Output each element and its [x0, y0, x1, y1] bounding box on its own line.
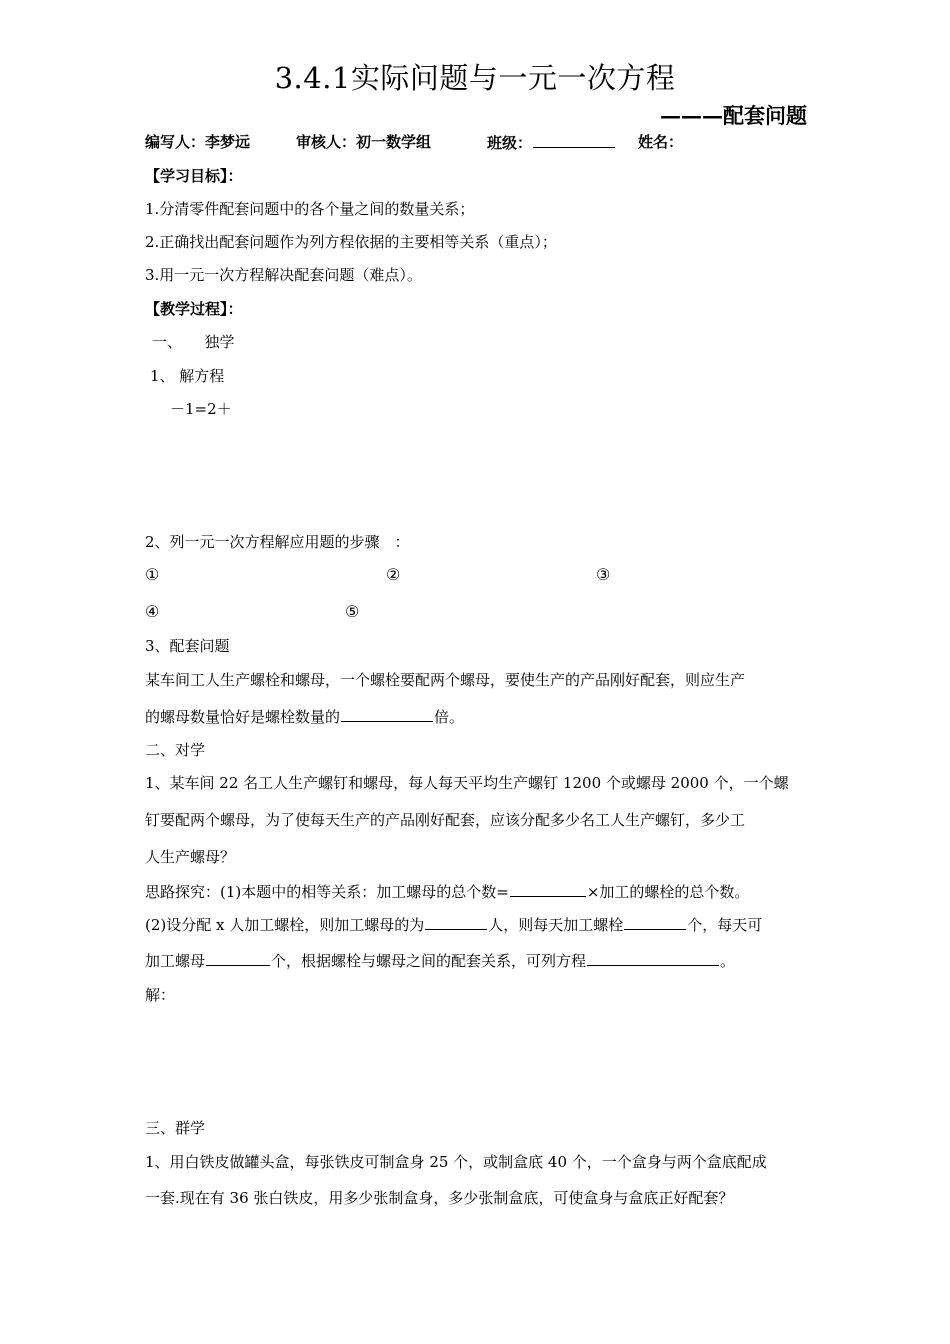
- hint1-text-b: ×加工的螺栓的总个数。: [586, 883, 750, 901]
- part2-problem-line-3: 人生产螺母？: [145, 848, 236, 866]
- part1-q1: 1、 解方程: [150, 367, 225, 385]
- process-heading: 【教学过程】：: [145, 300, 243, 318]
- hint1-text-a: 思路探究：(1)本题中的相等关系：加工螺母的总个数=: [145, 883, 509, 901]
- part3-problem-line-2: 一套.现在有 36 张白铁皮，用多少张制盒身，多少张制盒底，可使盒身与盒底正好配套？: [145, 1189, 734, 1207]
- part2-problem-line-1: 1、某车间 22 名工人生产螺钉和螺母，每人每天平均生产螺钉 1200 个或螺母 2000 个，一个螺: [145, 774, 789, 792]
- hint2-blank-2[interactable]: [624, 914, 686, 930]
- step-5: ⑤: [345, 602, 360, 621]
- author-line: [145, 132, 250, 152]
- part2-solution-label: 解：: [145, 986, 176, 1004]
- part1-q3-text1: 某车间工人生产螺栓和螺母，一个螺栓要配两个螺母，要使生产的产品刚好配套，则应生产: [145, 671, 746, 689]
- part3-problem-line-1: 1、用白铁皮做罐头盒，每张铁皮可制盒身 25 个，或制盒底 40 个，一个盒身与两个盒底配成: [145, 1153, 767, 1171]
- step-3: ③: [596, 565, 611, 584]
- hint3-text-c: 。: [720, 952, 736, 970]
- document-subtitle: ———配套问题: [660, 103, 807, 128]
- step-4: ④: [145, 602, 160, 621]
- part2-hint-2: [145, 914, 762, 935]
- q3-text-a: 的螺母数量恰好是螺栓数量的: [145, 708, 341, 726]
- class-label: 班级：: [487, 134, 533, 152]
- part2-hint-3: [145, 950, 735, 971]
- hint2-text-c: 个，每天可: [687, 916, 763, 934]
- q3-text-b: 倍。: [434, 708, 465, 726]
- hint3-blank-1[interactable]: [206, 950, 270, 966]
- part2-heading: 二、对学: [145, 741, 206, 759]
- author: 编写人：李梦远: [145, 133, 251, 151]
- hint1-blank[interactable]: [510, 881, 586, 897]
- document-title: 3.4.1实际问题与一元一次方程: [274, 61, 676, 95]
- name-label: 姓名：: [638, 133, 684, 151]
- reviewer: 审核人：初一数学组: [296, 133, 432, 151]
- part2-problem-line-2: 钉要配两个螺母，为了使每天生产的产品刚好配套，应该分配多少名工人生产螺钉，多少工: [145, 811, 746, 829]
- hint3-text-a: 加工螺母: [145, 952, 206, 970]
- hint3-text-b: 个，根据螺栓与螺母之间的配套关系，可列方程: [271, 952, 587, 970]
- class-field: [487, 132, 616, 153]
- goal-item-2: 2.正确找出配套问题作为列方程依据的主要相等关系（重点）；: [145, 233, 557, 251]
- part1-equation: －1=2＋: [170, 400, 232, 418]
- part1-q3: 3、配套问题: [145, 637, 230, 655]
- hint2-text-b: 人，则每天加工螺栓: [488, 916, 624, 934]
- hint2-blank-1[interactable]: [425, 914, 487, 930]
- step-1: ①: [145, 565, 160, 584]
- goals-heading: 【学习目标】：: [145, 167, 243, 185]
- part1-q2: 2、列一元一次方程解应用题的步骤 ：: [145, 533, 410, 551]
- goal-item-1: 1.分清零件配套问题中的各个量之间的数量关系；: [145, 200, 475, 218]
- part1-q3-text2: [145, 706, 464, 727]
- part2-hint-1: [145, 881, 749, 902]
- hint2-text-a: (2)设分配 x 人加工螺栓，则加工螺母的为: [145, 916, 425, 934]
- q3-blank[interactable]: [341, 706, 433, 722]
- step-2: ②: [386, 565, 401, 584]
- part1-heading: 一、 独学: [152, 333, 235, 351]
- hint3-blank-2[interactable]: [587, 950, 719, 966]
- goal-item-3: 3.用一元一次方程解决配套问题（难点）。: [145, 266, 422, 284]
- part3-heading: 三、群学: [145, 1119, 206, 1137]
- class-blank[interactable]: [533, 132, 615, 148]
